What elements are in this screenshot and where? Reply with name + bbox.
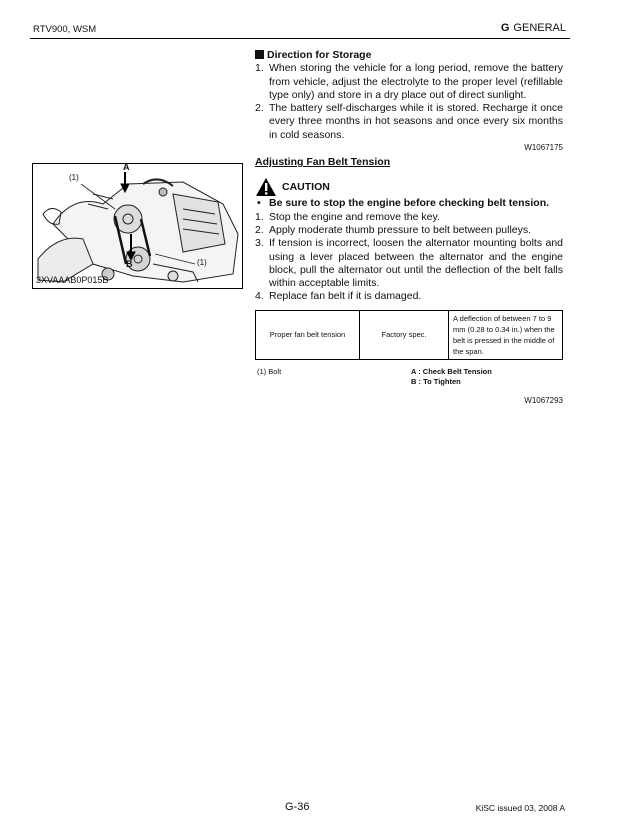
section-letter: G [500, 22, 510, 34]
item-text: Replace fan belt if it is damaged. [269, 290, 422, 303]
item-number: 4. [255, 290, 264, 303]
fanbelt-title: Adjusting Fan Belt Tension [255, 156, 391, 169]
label-b: B [126, 259, 133, 269]
item-text: If tension is incorrect, loosen the alternator mounting bolts and using a lever placed between the alternator and the engine block, pull the alternator out until the deflection of the belt falls within acceptable limits. [269, 237, 563, 290]
table-row [256, 310, 563, 359]
list-item [255, 237, 563, 290]
item-number: 1. [255, 210, 264, 223]
item-text: Apply moderate thumb pressure to belt between pulleys. [269, 223, 532, 236]
item-number: 2. [255, 102, 264, 115]
spec-value: A deflection of between 7 to 9 mm (0.28 to 0.34 in.) when the belt is pressed in the middle of the span. [449, 310, 563, 359]
spec-item: Proper fan belt tension [256, 310, 360, 359]
item-text: When storing the vehicle for a long period, remove the battery from vehicle, adjust the electrolyte to the proper level (refillable type only) and store in a dry place out of direct sunlight. [269, 62, 563, 101]
item-text: Stop the engine and remove the key. [269, 210, 440, 223]
warning-triangle-icon [255, 177, 277, 197]
storage-title-text: Direction for Storage [267, 49, 372, 61]
figure-legend [255, 366, 563, 392]
item-text: The battery self-discharges while it is stored. Recharge it once every three months in hot seasons and once every six months in cold seasons. [269, 102, 563, 141]
storage-list [255, 62, 563, 142]
list-item [255, 290, 563, 303]
square-bullet-icon [255, 50, 264, 59]
header-rule [30, 38, 570, 39]
caution-label: CAUTION [282, 181, 330, 194]
spec-table [255, 310, 563, 360]
callout-bolt-top: (1) [69, 173, 79, 182]
spec-type: Factory spec. [360, 310, 449, 359]
section-header [501, 22, 566, 34]
caution-block [255, 177, 563, 197]
legend-b: B : To Tighten [411, 376, 461, 386]
item-number: 1. [255, 62, 264, 75]
legend-a: A : Check Belt Tension [411, 366, 492, 376]
fanbelt-code: W1067293 [524, 395, 563, 405]
label-a: A [123, 163, 130, 172]
list-item [255, 211, 563, 224]
section-name: GENERAL [513, 22, 566, 34]
item-number: 2. [255, 223, 264, 236]
item-number: 3. [255, 237, 264, 250]
caution-bullet [255, 197, 563, 210]
list-item [255, 224, 563, 237]
storage-code: W1067175 [524, 143, 563, 153]
list-item [255, 102, 563, 142]
figure-code: 3XVAAAB0P015B [36, 275, 109, 285]
page-number: G-36 [285, 801, 310, 813]
issue-info: KiSC issued 03, 2008 A [475, 803, 565, 813]
callout-bolt-right: (1) [197, 258, 207, 267]
fan-belt-figure [32, 163, 243, 289]
storage-section [255, 49, 563, 407]
list-item [255, 62, 563, 102]
bullet-dot: • [257, 197, 261, 210]
engine-illustration [33, 164, 242, 288]
manual-title: RTV900, WSM [33, 24, 97, 35]
caution-text: Be sure to stop the engine before checking belt tension. [269, 197, 550, 210]
legend-bolt: (1) Bolt [257, 366, 282, 376]
storage-title [255, 49, 563, 62]
fanbelt-steps [255, 211, 563, 304]
